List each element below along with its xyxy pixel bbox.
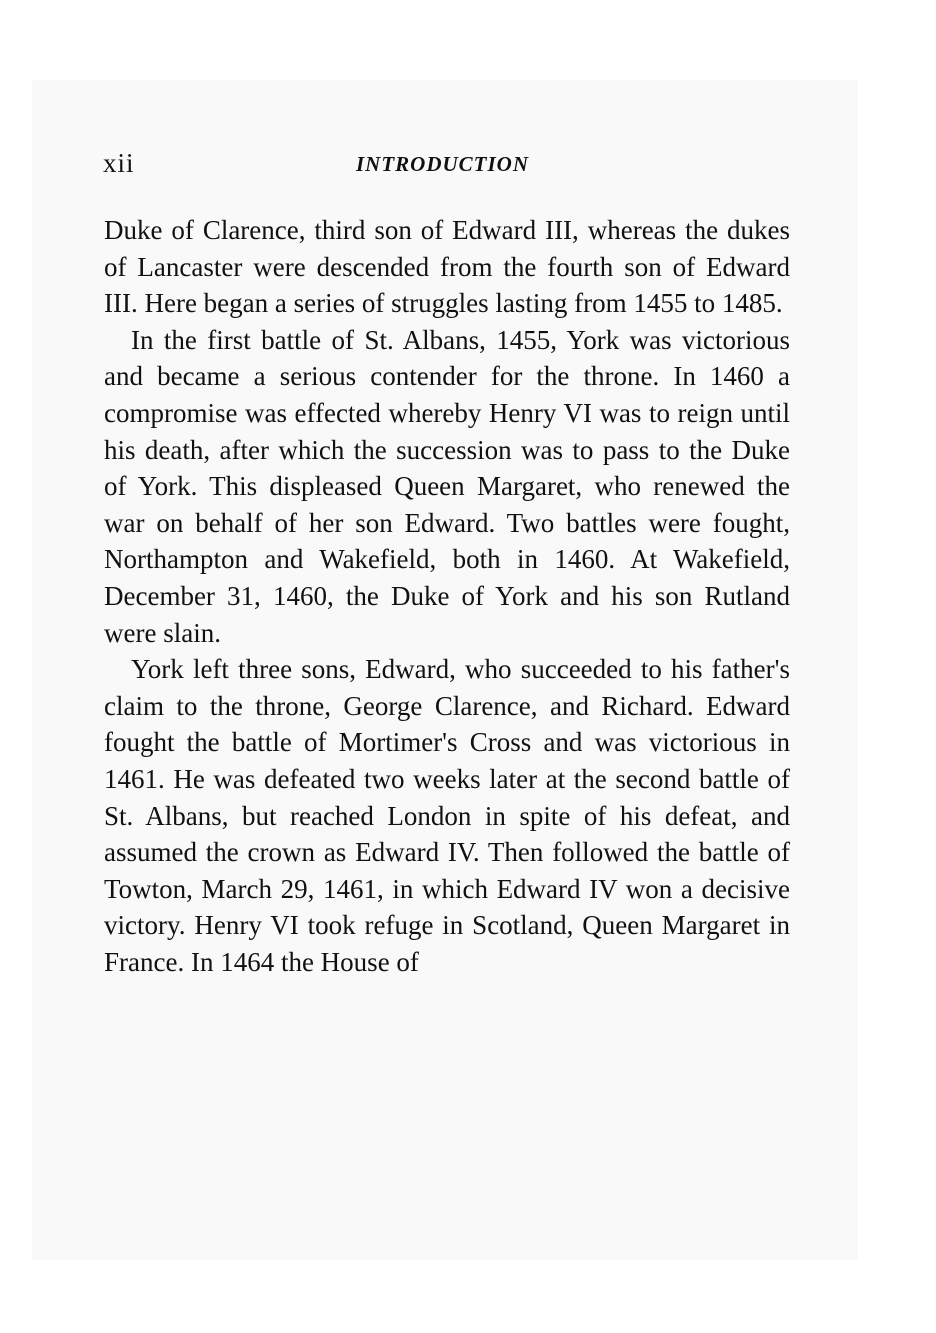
page-number: xii [103, 148, 135, 178]
body-text [104, 212, 790, 980]
paragraph-continuation: Duke of Clarence, third son of Edward III, whereas the dukes of Lancaster were descended from the fourth son of Edward III. Here began a series of struggles lasting from 1455 to 1485. [104, 215, 790, 319]
running-title: INTRODUCTION [356, 152, 530, 176]
running-header [103, 148, 789, 182]
paragraph-york-sons: York left three sons, Edward, who succeeded to his father's claim to the throne, George Clarence, and Richard. Edward fought the battle of Mortimer's Cross and was victorious in 1461. He was defeated two weeks later at the second battle of St. Albans, but reached London in spite of his defeat, and assumed the crown as Edward IV. Then followed the battle of Towton, March 29, 1461, in which Edward IV won a decisive victory. Henry VI took refuge in Scotland, Queen Margaret in France. In 1464 the House of [104, 654, 790, 977]
paragraph-st-albans: In the first battle of St. Albans, 1455, York was victorious and became a serious contender for the throne. In 1460 a compromise was effected whereby Henry VI was to reign until his death, after which the succession was to pass to the Duke of York. This displeased Queen Margaret, who renewed the war on behalf of her son Edward. Two battles were fought, Northampton and Wakefield, both in 1460. At Wakefield, December 31, 1460, the Duke of York and his son Rutland were slain. [104, 324, 790, 648]
